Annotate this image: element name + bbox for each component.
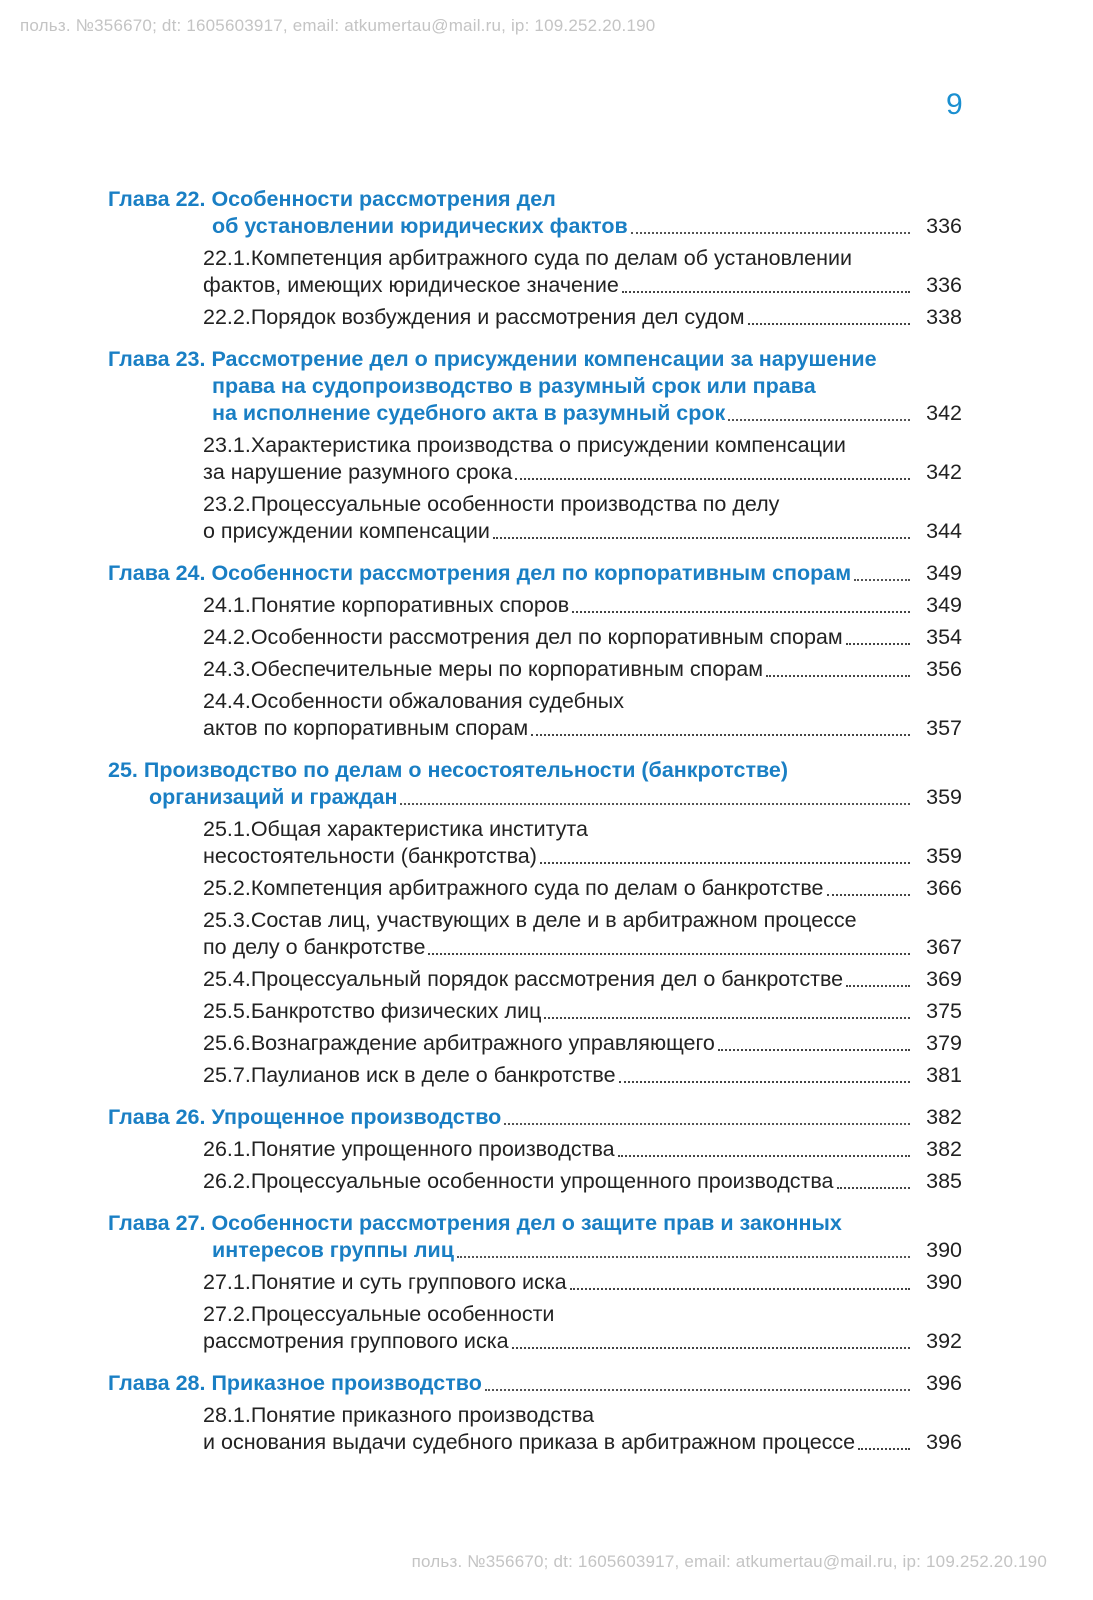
chapter-group <box>108 560 962 742</box>
dot-leader <box>485 1389 910 1391</box>
chapter-title-line: 25. Производство по делам о несостоятельности (банкротстве) <box>108 758 789 782</box>
page-ref: 342 <box>926 401 962 425</box>
chapter-entry <box>108 757 962 811</box>
entry-last-line <box>203 592 914 619</box>
chapter-title-line: права на судопроизводство в разумный срок или права <box>212 374 816 398</box>
chapter-title-block <box>108 1104 914 1131</box>
page-ref: 392 <box>926 1329 962 1353</box>
chapter-title-block <box>108 1370 914 1397</box>
chapter-title-line: Глава 26. Упрощенное производство <box>108 1105 502 1129</box>
section-entry <box>108 875 962 902</box>
entry-last-line <box>203 1136 914 1163</box>
chapter-title-line: Глава 22. Особенности рассмотрения дел <box>108 187 556 211</box>
entry-last-line <box>203 1030 914 1057</box>
page-ref: 357 <box>926 716 962 740</box>
dot-leader <box>618 1155 910 1157</box>
entry-last-line <box>203 843 914 870</box>
entry-last-line <box>108 1237 914 1264</box>
page-ref: 344 <box>926 519 962 543</box>
dot-leader <box>504 1123 910 1125</box>
section-title-line: 27.2.Процессуальные особенности <box>203 1302 555 1326</box>
section-title-line: 28.1.Понятие приказного производства <box>203 1403 595 1427</box>
section-entry <box>108 816 962 870</box>
chapter-entry <box>108 186 962 240</box>
chapter-title-block <box>108 186 914 240</box>
section-title-block <box>203 432 914 486</box>
section-title-block <box>203 245 914 299</box>
entry-last-line <box>203 715 914 742</box>
dot-leader <box>400 803 910 805</box>
section-title-block <box>203 1402 914 1456</box>
section-title-line: 22.2.Порядок возбуждения и рассмотрения дел судом <box>203 305 745 329</box>
dot-leader <box>631 232 910 234</box>
section-entry <box>108 998 962 1025</box>
chapter-title-line: интересов группы лиц <box>212 1238 454 1262</box>
entry-last-line <box>203 1328 914 1355</box>
entry-last-line <box>108 1370 914 1397</box>
page-ref: 381 <box>926 1063 962 1087</box>
section-entry <box>108 1402 962 1456</box>
dot-leader <box>457 1256 910 1258</box>
chapter-title-block <box>108 346 914 427</box>
watermark-top: польз. №356670; dt: 1605603917, email: atkumertau@mail.ru, ip: 109.252.20.190 <box>20 16 656 35</box>
entry-last-line <box>203 1062 914 1089</box>
section-title-block <box>203 1269 914 1296</box>
entry-last-line <box>203 518 914 545</box>
section-title-block <box>203 656 914 683</box>
section-entry <box>108 1301 962 1355</box>
dot-leader <box>540 862 910 864</box>
section-title-line: по делу о банкротстве <box>203 935 426 959</box>
section-title-block <box>203 624 914 651</box>
section-title-line: и основания выдачи судебного приказа в арбитражном процессе <box>203 1430 856 1454</box>
dot-leader <box>619 1081 910 1083</box>
section-title-block <box>203 1301 914 1355</box>
section-title-line: 23.2.Процессуальные особенности производства по делу <box>203 492 780 516</box>
chapter-title-line: Глава 23. Рассмотрение дел о присуждении компенсации за нарушение <box>108 347 877 371</box>
page-ref: 390 <box>926 1238 962 1262</box>
chapter-group <box>108 346 962 545</box>
entry-last-line <box>203 934 914 961</box>
section-title-line: 26.1.Понятие упрощенного производства <box>203 1137 615 1161</box>
watermark-bottom: польз. №356670; dt: 1605603917, email: atkumertau@mail.ru, ip: 109.252.20.190 <box>411 1552 1047 1571</box>
page-ref: 375 <box>926 999 962 1023</box>
section-title-line: за нарушение разумного срока <box>203 460 513 484</box>
entry-last-line <box>203 1429 914 1456</box>
section-title-line: 24.4.Особенности обжалования судебных <box>203 689 624 713</box>
page-ref: 382 <box>926 1137 962 1161</box>
dot-leader <box>846 643 910 645</box>
section-entry <box>108 1168 962 1195</box>
section-title-block <box>203 1168 914 1195</box>
page-ref: 349 <box>926 593 962 617</box>
section-title-line: рассмотрения группового иска <box>203 1329 509 1353</box>
chapter-group <box>108 1210 962 1355</box>
section-title-line: 25.1.Общая характеристика института <box>203 817 588 841</box>
section-entry <box>108 491 962 545</box>
section-entry <box>108 1136 962 1163</box>
section-title-line: актов по корпоративным спорам <box>203 716 529 740</box>
dot-leader <box>827 894 910 896</box>
section-title-line: 27.1.Понятие и суть группового иска <box>203 1270 567 1294</box>
section-title-block <box>203 966 914 993</box>
section-entry <box>108 592 962 619</box>
chapter-entry <box>108 1210 962 1264</box>
chapter-group <box>108 1104 962 1195</box>
dot-leader <box>858 1448 910 1450</box>
dot-leader <box>766 675 910 677</box>
section-title-block <box>203 688 914 742</box>
chapter-entry <box>108 346 962 427</box>
table-of-contents <box>108 186 962 1456</box>
section-title-line: 22.1.Компетенция арбитражного суда по делам об установлении <box>203 246 852 270</box>
page-ref: 396 <box>926 1430 962 1454</box>
page-ref: 349 <box>926 561 962 585</box>
page-ref: 336 <box>926 273 962 297</box>
section-entry <box>108 1030 962 1057</box>
entry-last-line <box>203 304 914 331</box>
section-title-line: 25.3.Состав лиц, участвующих в деле и в арбитражном процессе <box>203 908 857 932</box>
entry-last-line <box>203 966 914 993</box>
chapter-entry <box>108 1104 962 1131</box>
section-title-line: 25.6.Вознаграждение арбитражного управляющего <box>203 1031 715 1055</box>
entry-last-line <box>203 459 914 486</box>
chapter-title-line: Глава 24. Особенности рассмотрения дел по корпоративным спорам <box>108 561 852 585</box>
chapter-title-block <box>108 1210 914 1264</box>
section-entry <box>108 304 962 331</box>
chapter-title-line: на исполнение судебного акта в разумный срок <box>212 401 726 425</box>
section-title-line: о присуждении компенсации <box>203 519 490 543</box>
section-title-block <box>203 304 914 331</box>
section-entry <box>108 624 962 651</box>
entry-last-line <box>108 560 914 587</box>
entry-last-line <box>108 1104 914 1131</box>
entry-last-line <box>108 400 914 427</box>
section-entry <box>108 245 962 299</box>
section-entry <box>108 1062 962 1089</box>
page-ref: 336 <box>926 214 962 238</box>
section-title-block <box>203 998 914 1025</box>
entry-last-line <box>203 1168 914 1195</box>
chapter-title-block <box>108 757 914 811</box>
dot-leader <box>846 985 910 987</box>
page-ref: 359 <box>926 844 962 868</box>
page-ref: 356 <box>926 657 962 681</box>
dot-leader <box>748 323 911 325</box>
section-title-block <box>203 491 914 545</box>
section-title-line: 24.3.Обеспечительные меры по корпоративным спорам <box>203 657 763 681</box>
section-title-block <box>203 592 914 619</box>
page-ref: 385 <box>926 1169 962 1193</box>
section-title-block <box>203 1062 914 1089</box>
section-title-line: несостоятельности (банкротства) <box>203 844 537 868</box>
entry-last-line <box>203 624 914 651</box>
dot-leader <box>570 1288 910 1290</box>
dot-leader <box>728 419 910 421</box>
chapter-title-line: организаций и граждан <box>149 785 398 809</box>
chapter-group <box>108 186 962 331</box>
page-ref: 396 <box>926 1371 962 1395</box>
dot-leader <box>572 611 910 613</box>
chapter-entry <box>108 1370 962 1397</box>
dot-leader <box>718 1049 910 1051</box>
dot-leader <box>531 734 910 736</box>
dot-leader <box>515 478 910 480</box>
section-title-line: 24.2.Особенности рассмотрения дел по корпоративным спорам <box>203 625 843 649</box>
section-entry <box>108 688 962 742</box>
section-entry <box>108 907 962 961</box>
page-ref: 369 <box>926 967 962 991</box>
section-title-line: 26.2.Процессуальные особенности упрощенного производства <box>203 1169 834 1193</box>
entry-last-line <box>203 656 914 683</box>
chapter-title-line: Глава 27. Особенности рассмотрения дел о защите прав и законных <box>108 1211 842 1235</box>
section-entry <box>108 432 962 486</box>
chapter-title-line: об установлении юридических фактов <box>212 214 628 238</box>
entry-last-line <box>203 272 914 299</box>
section-title-block <box>203 1136 914 1163</box>
chapter-group <box>108 757 962 1089</box>
dot-leader <box>622 291 910 293</box>
dot-leader <box>428 953 910 955</box>
page-ref: 354 <box>926 625 962 649</box>
page-ref: 367 <box>926 935 962 959</box>
section-title-block <box>203 816 914 870</box>
page-ref: 379 <box>926 1031 962 1055</box>
section-title-line: фактов, имеющих юридическое значение <box>203 273 619 297</box>
section-title-block <box>203 907 914 961</box>
section-title-line: 25.4.Процессуальный порядок рассмотрения дел о банкротстве <box>203 967 844 991</box>
page-ref: 382 <box>926 1105 962 1129</box>
section-entry <box>108 966 962 993</box>
entry-last-line <box>203 875 914 902</box>
page-number: 9 <box>946 88 963 121</box>
section-entry <box>108 1269 962 1296</box>
page-ref: 338 <box>926 305 962 329</box>
entry-last-line <box>203 998 914 1025</box>
entry-last-line <box>108 784 914 811</box>
section-title-line: 23.1.Характеристика производства о присуждении компенсации <box>203 433 846 457</box>
section-title-line: 25.5.Банкротство физических лиц <box>203 999 542 1023</box>
page-ref: 359 <box>926 785 962 809</box>
dot-leader <box>544 1017 910 1019</box>
page-ref: 342 <box>926 460 962 484</box>
section-entry <box>108 656 962 683</box>
entry-last-line <box>108 213 914 240</box>
dot-leader <box>512 1347 910 1349</box>
entry-last-line <box>203 1269 914 1296</box>
chapter-title-block <box>108 560 914 587</box>
section-title-line: 25.2.Компетенция арбитражного суда по делам о банкротстве <box>203 876 824 900</box>
dot-leader <box>493 537 910 539</box>
section-title-line: 25.7.Паулианов иск в деле о банкротстве <box>203 1063 616 1087</box>
dot-leader <box>854 579 910 581</box>
dot-leader <box>837 1187 911 1189</box>
chapter-group <box>108 1370 962 1456</box>
page-ref: 366 <box>926 876 962 900</box>
chapter-entry <box>108 560 962 587</box>
chapter-title-line: Глава 28. Приказное производство <box>108 1371 482 1395</box>
section-title-line: 24.1.Понятие корпоративных споров <box>203 593 570 617</box>
page-ref: 390 <box>926 1270 962 1294</box>
section-title-block <box>203 875 914 902</box>
section-title-block <box>203 1030 914 1057</box>
